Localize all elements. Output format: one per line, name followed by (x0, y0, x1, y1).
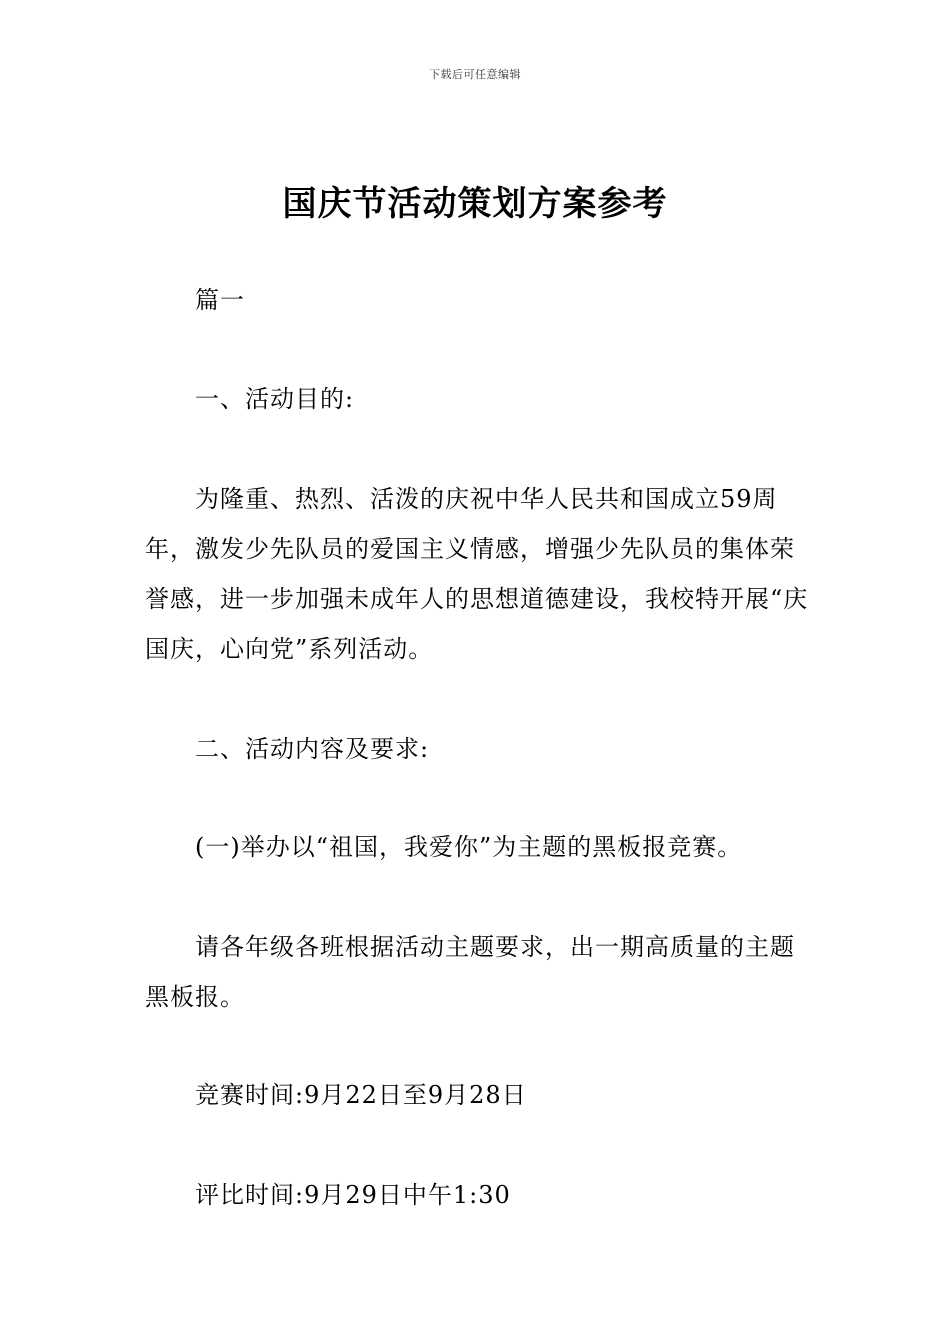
paragraph-judging-time: 评比时间:9月29日中午1:30 (195, 1181, 511, 1209)
paragraph-class-instructions: 请各年级各班根据活动主题要求，出一期高质量的主题黑板报。 (145, 933, 795, 1011)
heading-activity-content: 二、活动内容及要求: (195, 735, 430, 763)
section-label: 篇一 (195, 286, 245, 314)
paragraph-purpose-body: 为隆重、热烈、活泼的庆祝中华人民共和国成立59周年，激发少先队员的爱国主义情感，增强少先队员的集体荣誉感，进一步加强未成年人的思想道德建设，我校特开展“庆国庆，心向党”系列活动。 (145, 485, 809, 663)
paragraph-competition-time: 竞赛时间:9月22日至9月28日 (195, 1081, 527, 1109)
header-note: 下载后可任意编辑 (429, 68, 521, 81)
heading-activity-purpose: 一、活动目的: (195, 385, 355, 413)
document-title: 国庆节活动策划方案参考 (282, 184, 668, 224)
paragraph-item-one: (一)举办以“祖国，我爱你”为主题的黑板报竞赛。 (195, 833, 743, 861)
